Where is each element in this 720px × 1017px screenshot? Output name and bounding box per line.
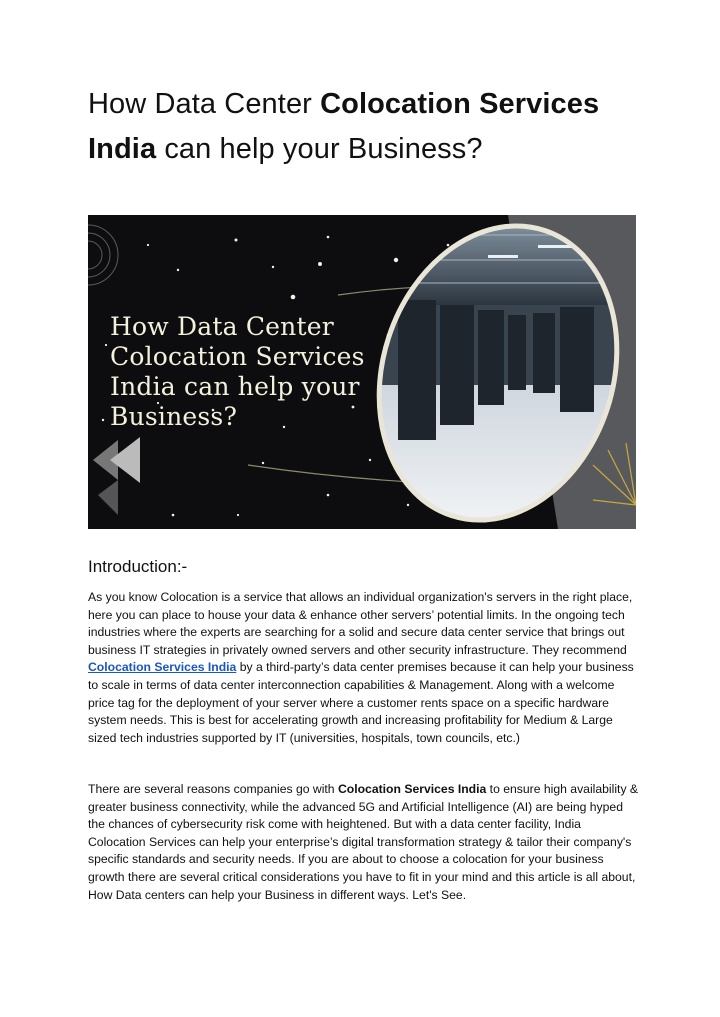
p2-text-after: to ensure high availability & greater business connectivity, while the advanced 5G and Artificial Intelligence (AI) are being hyped the chances of cybersecurity risk come with heightened. But with a data center facility, India Colocation Services can help your enterprise’s digital transformation strategy & tailor their company's specific standards and security needs. If you are about to choose a colocation for your business growth there are several critical considerations you have to fit in your mind and this article is all about, How Data centers can help your Business in different ways. Let's See. — [88, 782, 639, 902]
hero-line-4: Business? — [110, 402, 238, 431]
intro-paragraph-2 — [88, 781, 640, 904]
hero-line-2: Colocation Services — [110, 342, 365, 371]
hero-heading — [110, 312, 400, 432]
p1-text-after: by a third-party’s data center premises because it can help your business to scale in terms of data center interconnection capabilities & Management. Along with a welcome price tag for the deployment of your server where a customer rents space on a specific hardware system needs. This is best for accelerating growth and increasing profitability for Medium & Large sized tech industries supported by IT (universities, hospitals, town councils, etc.) — [88, 660, 634, 745]
introduction-heading: Introduction:- — [88, 557, 188, 576]
colocation-services-link[interactable]: Colocation Services India — [88, 660, 237, 675]
p2-text-before: There are several reasons companies go with — [88, 782, 338, 796]
p1-text-before: As you know Colocation is a service that allows an individual organization's servers in the right place, here you can place to house your data & enhance other servers’ potential limits. In the ongoing tech industries where the experts are searching for a solid and secure data center service that brings out business IT strategies in privately owned servers and other security infrastructure. They recommend — [88, 590, 633, 657]
intro-paragraph-1 — [88, 589, 640, 747]
title-bold-text: Colocation Services India — [88, 88, 600, 165]
hero-line-3: India can help your — [110, 372, 360, 401]
hero-line-1: How Data Center — [110, 312, 334, 341]
title-text-1: How Data Center — [88, 88, 321, 120]
title-text-2: can help your Business? — [156, 133, 483, 165]
page-title — [88, 82, 636, 172]
hero-image — [88, 215, 636, 529]
p2-bold-text: Colocation Services India — [337, 782, 487, 796]
